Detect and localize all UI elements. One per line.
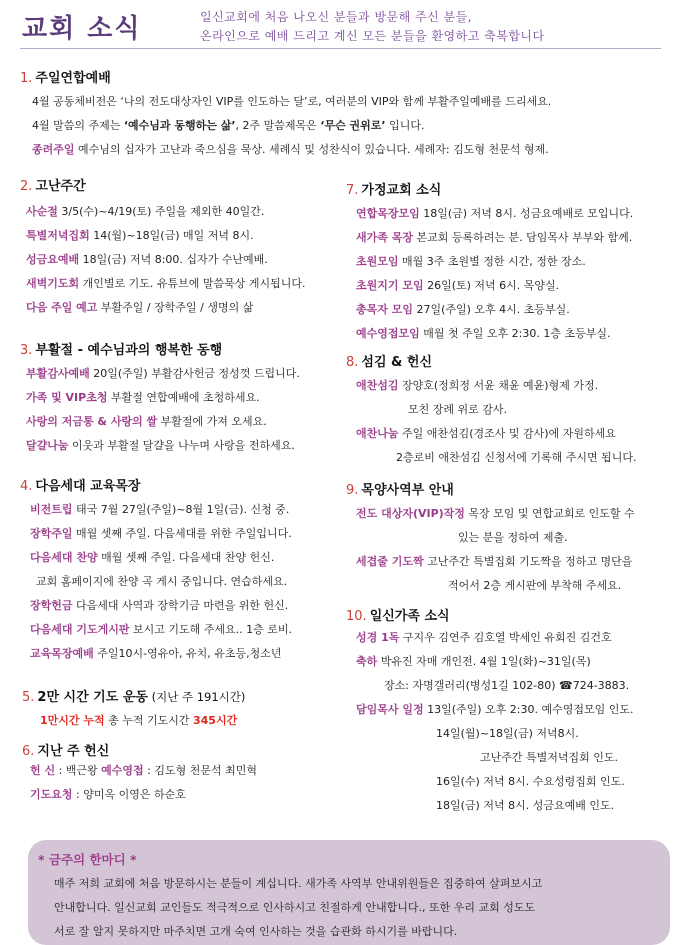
- section-heading: 10. 일신가족 소식: [346, 609, 450, 624]
- prayer-total: 1만시간 누적 총 누적 기도시간 345시간: [40, 714, 238, 727]
- section-heading: 5. 2만 시간 기도 운동 (지난 주 191시간): [22, 690, 246, 705]
- list-item: 애찬섬김 장양호(정희정 서윤 채윤 예윤)형제 가정.: [356, 379, 599, 392]
- weekly-message-box: [28, 840, 670, 945]
- prayer-request-line: 기도요청 : 양미옥 이영은 하순호: [30, 788, 186, 801]
- section-next-generation: [20, 478, 292, 666]
- weekly-message-line: 매주 저희 교회에 처음 방문하시는 분들이 계십니다. 새가족 사역부 안내위원들은 집중하여 살펴보시고: [54, 877, 543, 890]
- list-item: 성금요예배 18일(금) 저녁 8:00. 십자가 수난예배.: [26, 253, 268, 266]
- section-heading: 4. 다음세대 교육목장: [20, 479, 141, 494]
- list-item: 축하 박유진 자매 개인전. 4월 1일(화)~31일(목): [356, 655, 591, 668]
- list-item: 새벽기도회 개인별로 기도. 유튜브에 말씀묵상 게시됩니다.: [26, 277, 306, 290]
- list-item: 2층로비 애찬섬김 신청서에 기록해 주시면 됩니다.: [396, 451, 637, 464]
- list-item: 예수영접모임 매월 첫 주일 오후 2:30. 1층 초등부실.: [356, 327, 611, 340]
- section-sunday-worship: [20, 70, 551, 162]
- section-heading: 2. 고난주간: [20, 179, 86, 194]
- list-item: 초원모임 매월 3주 초원별 정한 시간, 정한 장소.: [356, 255, 586, 268]
- list-item: 장소: 자명갤러리(병성1길 102-80) ☎724-3883.: [384, 679, 630, 692]
- list-item: 모친 장례 위로 감사.: [408, 403, 507, 416]
- list-item: 세겹줄 기도짝 고난주간 특별집회 기도짝을 정하고 명단을: [356, 555, 633, 568]
- list-item: 부활감사예배 20일(주일) 부활감사헌금 정성껏 드립니다.: [26, 367, 300, 380]
- section-heading: 3. 부활절 - 예수님과의 행복한 동행: [20, 343, 223, 358]
- list-item: 달걀나눔 이웃과 부활절 달걀을 나누며 사랑을 전하세요.: [26, 439, 295, 452]
- list-item: 담임목사 일정 13일(주일) 오후 2:30. 예수영접모임 인도.: [356, 703, 634, 716]
- list-item: 교회 홈페이지에 찬양 곡 게시 중입니다. 연습하세요.: [36, 575, 288, 588]
- list-item: 다음세대 찬양 매월 셋째 주일. 다음세대 찬양 헌신.: [30, 551, 275, 564]
- section-heading: 1. 주일연합예배: [20, 71, 111, 86]
- list-item: 초원지기 모임 26일(토) 저녁 6시. 목양실.: [356, 279, 560, 292]
- list-item: 사순절 3/5(수)~4/19(토) 주일을 제외한 40일간.: [26, 205, 265, 218]
- header-divider: [20, 48, 661, 49]
- list-item: 교육목장예배 주일10시-영유아, 유치, 유초등,청소년: [30, 647, 282, 660]
- section-heading: 8. 섬김 & 헌신: [346, 355, 433, 370]
- section-heading: 7. 가정교회 소식: [346, 183, 442, 198]
- news-line: 4월 말씀의 주제는 ‘예수님과 동행하는 삶’, 2주 말씀제목은 ‘무슨 권위로’ 입니다.: [32, 119, 425, 132]
- weekly-message-line: 서로 잘 알지 못하지만 마주치면 고개 숙여 인사하는 것을 습관화 하시기를 바랍니다.: [54, 925, 458, 938]
- list-item: 총목자 모임 27일(주일) 오후 4시. 초등부실.: [356, 303, 570, 316]
- section-heading: 9. 목양사역부 안내: [346, 483, 454, 498]
- welcome-line-1: 일신교회에 처음 나오신 분들과 방문해 주신 분들,: [200, 10, 473, 24]
- welcome-line-2: 온라인으로 예배 드리고 계신 모든 분들을 환영하고 축복합니다: [200, 29, 545, 43]
- section-heading: 6. 지난 주 헌신: [22, 744, 110, 759]
- section-service: [346, 354, 637, 470]
- section-easter: [20, 342, 300, 458]
- list-item: 전도 대상자(VIP)작정 목장 모임 및 연합교회로 인도할 수: [356, 507, 635, 520]
- list-item: 장학헌금 다음세대 사역과 장학기금 마련을 위한 헌신.: [30, 599, 289, 612]
- section-prayer-movement: [22, 688, 245, 733]
- list-item: 연합목장모임 18일(금) 저녁 8시. 성금요예배로 모입니다.: [356, 207, 634, 220]
- list-item: 성경 1독 구지우 김연주 김호열 박세인 유회진 김건호: [356, 631, 612, 644]
- list-item: 16일(수) 저녁 8시. 수요성령집회 인도.: [436, 775, 625, 788]
- welcome-message: [200, 8, 545, 46]
- section-last-week-devotion: [22, 743, 257, 807]
- list-item: 다음세대 기도게시판 보시고 기도해 주세요.. 1층 로비.: [30, 623, 292, 636]
- list-item: 새가족 목장 본교회 등록하려는 분. 담임목사 부부와 함께.: [356, 231, 633, 244]
- news-line: 4월 공동체비전은 ‘나의 전도대상자인 VIP를 인도하는 달’로, 여러분의 VIP와 함께 부활주일예배를 드리세요.: [32, 95, 552, 108]
- section-house-church: [346, 182, 633, 346]
- section-passion-week: [20, 178, 306, 320]
- section-family-news: [346, 608, 634, 818]
- weekly-message-title: * 금주의 한마디 *: [38, 852, 137, 867]
- list-item: 애찬나눔 주일 애찬섬김(경조사 및 감사)에 자원하세요: [356, 427, 616, 440]
- list-item: 비전트립 태국 7월 27일(주일)~8월 1일(금). 신청 중.: [30, 503, 290, 516]
- list-item: 적어서 2층 게시판에 부착해 주세요.: [448, 579, 622, 592]
- list-item: 있는 분을 정하여 제출.: [458, 531, 568, 544]
- section-pastoral-ministry: [346, 482, 635, 598]
- devotion-line: 헌 신 : 백근왕 예수영접 : 김도형 천문석 최민혁: [30, 764, 258, 777]
- list-item: 14일(월)~18일(금) 저녁8시.: [436, 727, 579, 740]
- weekly-message-text: [54, 872, 542, 944]
- list-item: 사랑의 저금통 & 사랑의 쌀 부활절에 가져 오세요.: [26, 415, 267, 428]
- list-item: 고난주간 특별저녁집회 인도.: [480, 751, 619, 764]
- page-header: [0, 0, 673, 52]
- list-item: 가족 및 VIP초청 부활절 연합예배에 초청하세요.: [26, 391, 260, 404]
- page-title: 교회 소식: [22, 14, 142, 44]
- weekly-message-line: 안내합니다. 일신교회 교인들도 적극적으로 인사하시고 친절하게 안내합니다., 또한 우리 교회 성도도: [54, 901, 536, 914]
- list-item: 다음 주일 예고 부활주일 / 장학주일 / 생명의 삶: [26, 301, 254, 314]
- list-item: 특별저녁집회 14(월)~18일(금) 매일 저녁 8시.: [26, 229, 254, 242]
- list-item: 18일(금) 저녁 8시. 성금요예배 인도.: [436, 799, 615, 812]
- news-line: 종려주일 예수님의 십자가 고난과 죽으심을 묵상. 세례식 및 성찬식이 있습니다. 세례자: 김도형 천문석 형제.: [32, 143, 549, 156]
- list-item: 장학주일 매월 셋째 주일. 다음세대를 위한 주일입니다.: [30, 527, 292, 540]
